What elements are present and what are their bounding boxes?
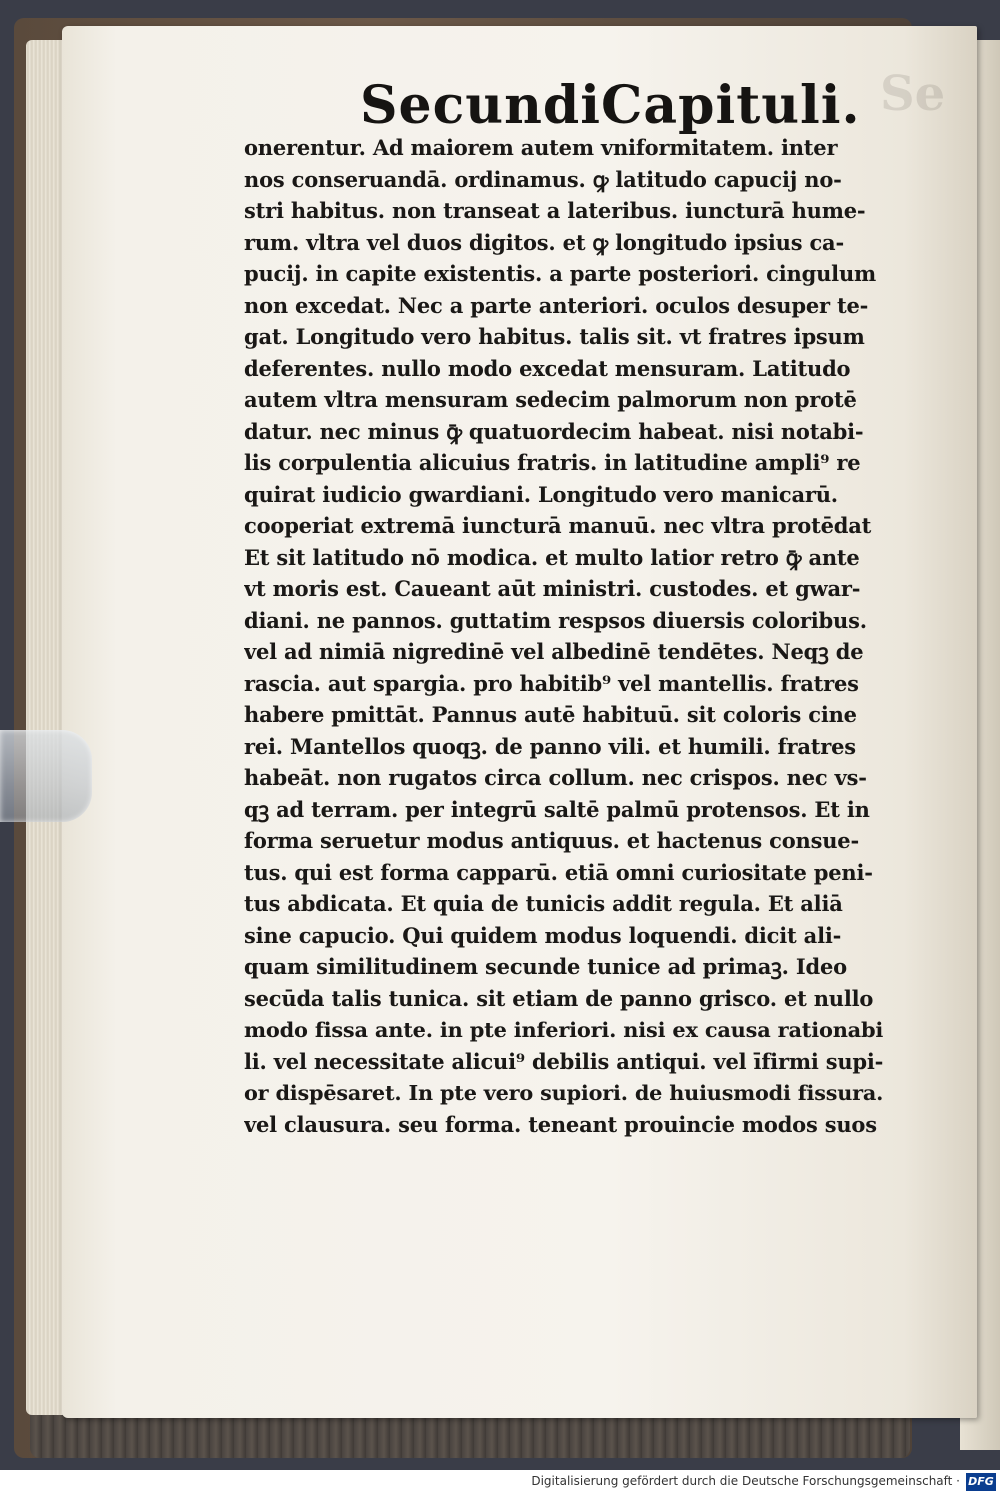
- text-line: habeāt. non rugatos circa collum. nec crispos. nec vs-: [244, 765, 867, 790]
- footer-bar: [0, 1470, 1000, 1498]
- dfg-logo-icon: DFG: [966, 1473, 996, 1491]
- text-line: datur. nec minus ꝙ̄ quatuordecim habeat. nisi notabi-: [244, 418, 864, 444]
- text-line: vel ad nimiā nigredinē vel albedinē tendētes. Neqꝫ de: [244, 639, 864, 664]
- text-line: quam similitudinem secunde tunice ad primaꝫ. Ideo: [244, 954, 847, 979]
- text-line: deferentes. nullo modo excedat mensuram. Latitudo: [244, 355, 851, 381]
- heading-word-capituli: Capituli.: [601, 75, 861, 136]
- text-line: pucij. in capite existentis. a parte posteriori. cingulum: [244, 261, 877, 286]
- text-line: habere pmittāt. Pannus autē habituū. sit coloris cine: [244, 702, 857, 727]
- bleed-through-heading: Se: [880, 66, 946, 122]
- text-line: li. vel necessitate alicui⁹ debilis antiqui. vel īfirmi supi-: [244, 1048, 884, 1074]
- text-line: rum. vltra vel duos digitos. et ꝙ longitudo ipsius ca-: [244, 229, 844, 255]
- funding-notice: Digitalisierung gefördert durch die Deutsche Forschungsgemeinschaft ·: [531, 1474, 960, 1488]
- text-line: tus. qui est forma capparū. etiā omni curiositate peni-: [244, 859, 873, 885]
- text-line: gat. Longitudo vero habitus. talis sit. vt fratres ipsum: [244, 324, 865, 349]
- text-line: vt moris est. Caueant aūt ministri. custodes. et gwar-: [244, 576, 861, 601]
- text-line: vel clausura. seu forma. teneant prouincie modos suos: [244, 1111, 877, 1137]
- text-line: diani. ne pannos. guttatim respsos diuersis coloribus.: [244, 607, 867, 633]
- text-line: cooperiat extremā iuncturā manuū. nec vltra protēdat: [244, 513, 872, 538]
- text-line: autem vltra mensuram sedecim palmorum non protē: [244, 387, 857, 412]
- text-line: rei. Mantellos quoqꝫ. de panno vili. et humili. fratres: [244, 733, 856, 759]
- text-line: Et sit latitudo nō modica. et multo latior retro ꝙ̄ ante: [244, 544, 860, 570]
- text-line: tus abdicata. Et quia de tunicis addit regula. Et aliā: [244, 891, 843, 916]
- text-line: onerentur. Ad maiorem autem vniformitatem. inter: [244, 135, 838, 160]
- body-text: [244, 132, 884, 1140]
- text-line: forma seruetur modus antiquus. et hactenus consue-: [244, 828, 859, 853]
- text-line: modo fissa ante. in pte inferiori. nisi ex causa rationabi: [244, 1017, 884, 1042]
- text-line: nos conseruandā. ordinamus. ꝙ latitudo capucij no-: [244, 166, 842, 192]
- text-line: or dispēsaret. In pte vero supiori. de huiusmodi fissura.: [244, 1080, 884, 1105]
- text-line: qꝫ ad terram. per integrū saltē palmū protensos. Et in: [244, 796, 870, 822]
- text-line: stri habitus. non transeat a lateribus. iuncturā hume-: [244, 198, 866, 223]
- page-clip: [0, 730, 92, 822]
- text-line: secūda talis tunica. sit etiam de panno grisco. et nullo: [244, 985, 874, 1011]
- text-line: lis corpulentia alicuius fratris. in latitudine ampli⁹ re: [244, 450, 861, 475]
- text-line: quirat iudicio gwardiani. Longitudo vero manicarū.: [244, 481, 838, 507]
- heading-word-secundi: Secundi: [360, 75, 602, 136]
- text-line: rascia. aut spargia. pro habitib⁹ vel mantellis. fratres: [244, 670, 859, 696]
- text-line: non excedat. Nec a parte anteriori. oculos desuper te-: [244, 292, 869, 318]
- text-line: sine capucio. Qui quidem modus loquendi. dicit ali-: [244, 922, 842, 948]
